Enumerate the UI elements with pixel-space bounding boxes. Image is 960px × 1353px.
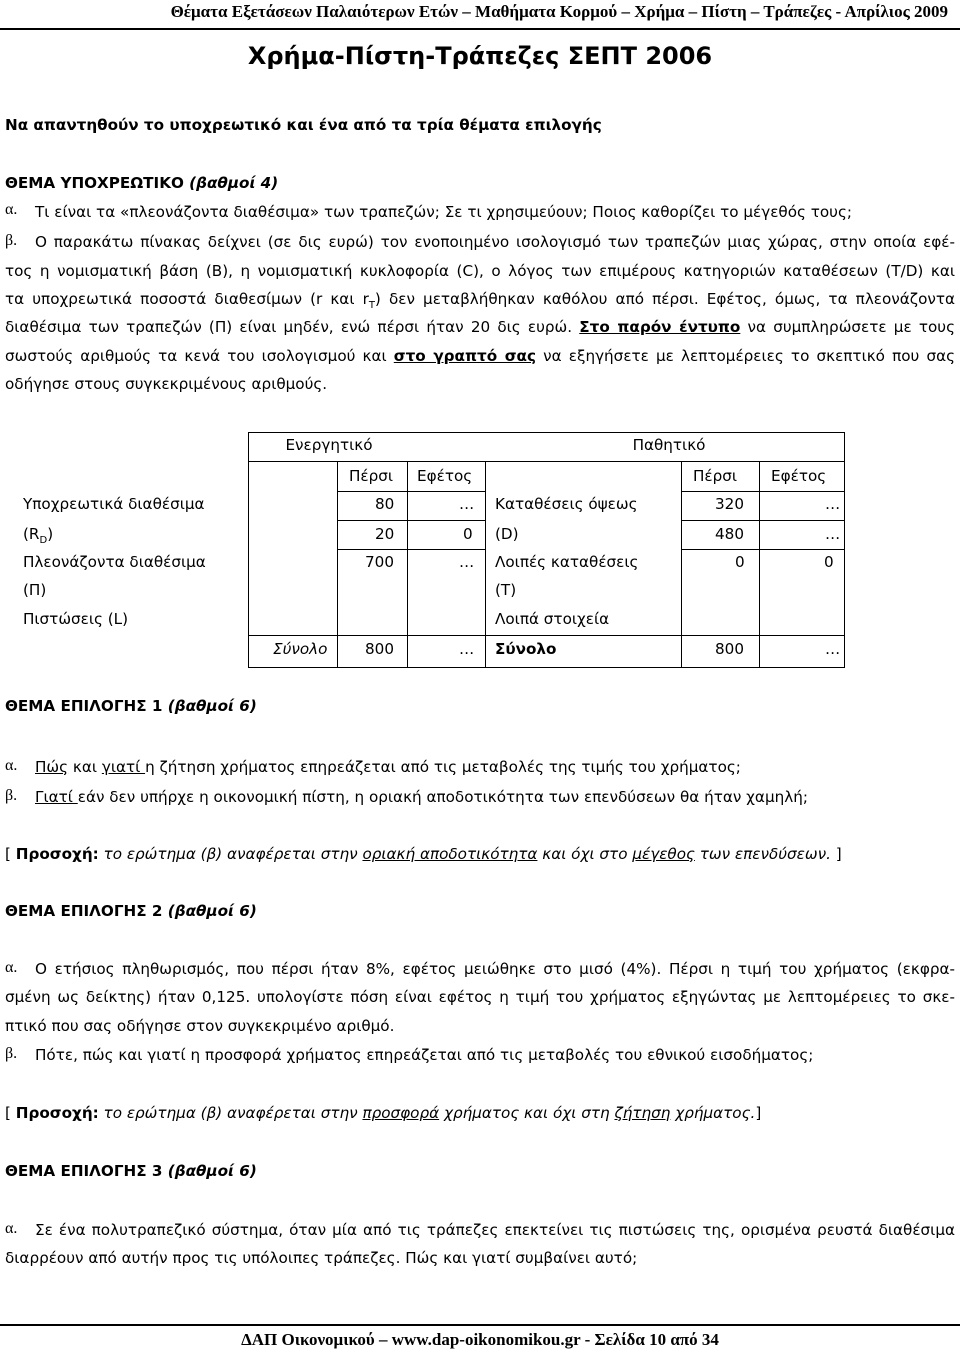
note-open: [ xyxy=(5,845,16,863)
asset-value: … xyxy=(459,553,475,571)
mandatory-heading-text: ΘΕΜΑ ΥΠΟΧΡΕΩΤΙΚΟ xyxy=(5,174,190,192)
assets-total-this: … xyxy=(459,640,475,658)
liability-value: 0 xyxy=(824,553,834,571)
header-rule xyxy=(0,28,960,30)
asset-value: 700 xyxy=(365,553,394,571)
b-line4-a: διαθέσιμα των τραπεζών (Π) είναι μηδέν, ενώ πέρσι ήταν 20 δις ευρώ. xyxy=(5,318,580,336)
choice2-a-line3: πτικό που σας οδήγησε στον συγκεκριμένο αριθμό. xyxy=(5,1017,395,1035)
asset-value: 20 xyxy=(375,525,395,543)
asset-label-sub: D xyxy=(39,535,48,547)
assets-total-label: Σύνολο xyxy=(273,640,328,658)
note-italic: το ερώτημα (β) αναφέρεται στην xyxy=(98,1104,363,1122)
col-header-last: Πέρσι xyxy=(693,467,738,485)
mandatory-b-line6: οδήγησε στους συγκεκριμένους αριθμούς. xyxy=(5,375,328,393)
assets-header: Ενεργητικό xyxy=(285,436,373,454)
liabilities-total-label: Σύνολο xyxy=(495,640,557,658)
mandatory-b-line3 xyxy=(5,290,955,311)
note-open: [ xyxy=(5,1104,16,1122)
liability-value: 480 xyxy=(715,525,744,543)
choice1-b-text xyxy=(35,788,808,806)
grid-line xyxy=(337,549,485,550)
choice2-heading-text: ΘΕΜΑ ΕΠΙΛΟΓΗΣ 2 xyxy=(5,902,168,920)
choice2-note xyxy=(5,1104,761,1122)
choice1-note xyxy=(5,845,842,863)
choice1-a-u2: γιατί xyxy=(101,758,146,776)
choice3-a-line2: διαρρέουν από αυτήν προς τις υπόλοιπες τράπεζες. Πώς και γιατί συμβαίνει αυτό; xyxy=(5,1249,638,1267)
mandatory-marks: (βαθμοί 4) xyxy=(189,174,279,192)
grid-line xyxy=(337,520,485,521)
choice1-a-mid: και xyxy=(68,758,102,776)
choice2-b-text: Πότε, πώς και γιατί η προσφορά χρήματος επηρεάζεται από τις μεταβολές του εθνικού εισοδήματος; xyxy=(35,1046,814,1064)
grid-line xyxy=(337,491,485,492)
choice1-heading xyxy=(5,697,257,715)
note-italic: χρήματος και όχι στη xyxy=(439,1104,615,1122)
mandatory-b-line5 xyxy=(5,347,955,365)
b-line3-sub: T xyxy=(368,300,375,312)
choice1-a-u1: Πώς xyxy=(35,758,69,776)
asset-label: Πιστώσεις (L) xyxy=(23,610,129,628)
asset-value: … xyxy=(459,495,475,513)
choice3-a-mark: α. xyxy=(5,1220,18,1237)
grid-line xyxy=(249,635,844,636)
asset-label xyxy=(23,525,53,546)
col-header-this: Εφέτος xyxy=(771,467,827,485)
document-title: Χρήμα-Πίστη-Τράπεζες ΣΕΠΤ 2006 xyxy=(247,42,713,70)
liability-value: … xyxy=(825,495,841,513)
b-line5-a: σωστούς αριθμούς τα κενά του ισολογισμού και xyxy=(5,347,394,365)
liability-value: 0 xyxy=(735,553,745,571)
mandatory-a-mark: α. xyxy=(5,201,18,218)
b-line3-b: ) δεν μεταβλήθηκαν καθόλου από πέρσι. Εφέτος, όμως, τα πλεονάζοντα xyxy=(374,290,955,308)
col-header-this: Εφέτος xyxy=(417,467,473,485)
b-line5-b: να εξηγήσετε με λεπτομέρειες το σκεπτικό που σας xyxy=(536,347,955,365)
instruction: Να απαντηθούν το υποχρεωτικό και ένα από τα τρία θέματα επιλογής xyxy=(5,116,602,134)
mandatory-b-line2: τος η νομισματική βάση (B), η νομισματική κυκλοφορία (C), ο λόγος των επιμέρους κατηγοριών καταθέσεων (T/D) και xyxy=(5,262,955,280)
note-italic: των επενδύσεων. xyxy=(694,845,831,863)
choice3-a-line1: Σε ένα πολυτραπεζικό σύστημα, όταν μία από τις τράπεζες επεκτείνει τις πιστώσεις της, ορισμένα ρευστά διαθέσιμα xyxy=(35,1221,955,1239)
grid-line xyxy=(681,491,844,492)
page-header: Θέματα Εξετάσεων Παλαιότερων Ετών – Μαθήματα Κορμού – Χρήμα – Πίστη – Τράπεζες - Απρίλιος 2009 xyxy=(170,2,948,21)
choice2-a-line1: Ο ετήσιος πληθωρισμός, που πέρσι ήταν 8%, εφέτος μειώθηκε στο μισό (4%). Πέρσι η τιμή του χρήματος (εκφρα- xyxy=(35,960,955,978)
note-close: ] xyxy=(830,845,842,863)
choice2-a-mark: α. xyxy=(5,959,18,976)
note-italic: και όχι στο xyxy=(537,845,633,863)
assets-total-last: 800 xyxy=(365,640,394,658)
liability-label: Λοιπές καταθέσεις xyxy=(495,553,639,571)
note-underline: προσφορά xyxy=(362,1104,440,1122)
liability-label: Καταθέσεις όψεως xyxy=(495,495,638,513)
note-italic: το ερώτημα (β) αναφέρεται στην xyxy=(98,845,363,863)
liability-label: Λοιπά στοιχεία xyxy=(495,610,610,628)
choice1-a-mark: α. xyxy=(5,757,18,774)
liabilities-header: Παθητικό xyxy=(632,436,706,454)
grid-line xyxy=(485,461,486,667)
asset-value: 80 xyxy=(375,495,395,513)
b-line4-bold: Στο παρόν έντυπο xyxy=(579,318,741,336)
mandatory-b-line1: Ο παρακάτω πίνακας δείχνει (σε δις ευρώ) τον ενοποιημένο ισολογισμό των τραπεζών μιας χώρας, στην οποία εφέ- xyxy=(35,233,955,251)
b-line3-a: τα υποχρεωτικά ποσοστά διαθεσίμων (r και r xyxy=(5,290,369,308)
note-underline: οριακή αποδοτικότητα xyxy=(362,845,538,863)
col-header-last: Πέρσι xyxy=(349,467,394,485)
grid-line xyxy=(249,461,844,462)
choice1-b-u1: Γιατί xyxy=(35,788,78,806)
note-bold: Προσοχή: xyxy=(15,845,99,863)
liabilities-total-last: 800 xyxy=(715,640,744,658)
mandatory-b-mark: β. xyxy=(5,232,18,249)
choice3-heading xyxy=(5,1162,257,1180)
grid-line xyxy=(681,549,844,550)
mandatory-b-line4 xyxy=(5,318,955,336)
b-line5-bold: στο γραπτό σας xyxy=(393,347,536,365)
page-footer: ΔΑΠ Οικονομικού – www.dap-oikonomikou.gr - Σελίδα 10 από 34 xyxy=(241,1330,719,1349)
asset-label-part: ) xyxy=(47,525,54,543)
liability-label: (T) xyxy=(495,581,517,599)
mandatory-a-text: Τι είναι τα «πλεονάζοντα διαθέσιμα» των τραπεζών; Σε τι χρησιμεύουν; Ποιος καθορίζει το μέγεθός τους; xyxy=(35,203,852,221)
liability-value: 320 xyxy=(715,495,744,513)
choice3-marks: (βαθμοί 6) xyxy=(167,1162,257,1180)
footer-rule xyxy=(0,1324,960,1326)
choice2-heading xyxy=(5,902,257,920)
liabilities-total-this: … xyxy=(825,640,841,658)
asset-label: Πλεονάζοντα διαθέσιμα xyxy=(23,553,206,571)
choice2-b-mark: β. xyxy=(5,1045,18,1062)
choice1-marks: (βαθμοί 6) xyxy=(167,697,257,715)
choice1-b-mark: β. xyxy=(5,787,18,804)
liability-value: … xyxy=(825,525,841,543)
liability-label: (D) xyxy=(495,525,519,543)
asset-label-part: (R xyxy=(23,525,40,543)
choice3-heading-text: ΘΕΜΑ ΕΠΙΛΟΓΗΣ 3 xyxy=(5,1162,168,1180)
asset-label: Υποχρεωτικά διαθέσιμα xyxy=(23,495,205,513)
choice2-a-line2: σμένη ως δείκτης) ήταν 0,125. υπολογίστε πόση είναι εφέτος η τιμή του χρήματος εξηγώντας με λεπτομέρειες το σκε- xyxy=(5,988,955,1006)
b-line4-b: να συμπληρώσετε με τους xyxy=(740,318,955,336)
choice2-marks: (βαθμοί 6) xyxy=(167,902,257,920)
mandatory-heading xyxy=(5,174,278,192)
choice1-b-rest: εάν δεν υπήρχε η οικονομική πίστη, η οριακή αποδοτικότητα των επενδύσεων θα ήταν χαμηλή; xyxy=(77,788,808,806)
note-close: ] xyxy=(755,1104,762,1122)
choice1-a-text xyxy=(35,758,741,776)
choice1-heading-text: ΘΕΜΑ ΕΠΙΛΟΓΗΣ 1 xyxy=(5,697,168,715)
note-italic: χρήματος. xyxy=(670,1104,756,1122)
note-bold: Προσοχή: xyxy=(15,1104,99,1122)
balance-sheet-table xyxy=(23,432,845,668)
note-underline: ζήτηση xyxy=(614,1104,671,1122)
note-underline: μέγεθος xyxy=(632,845,695,863)
choice1-a-rest: η ζήτηση χρήματος επηρεάζεται από τις μεταβολές της τιμής του χρήματος; xyxy=(145,758,741,776)
asset-label: (Π) xyxy=(23,581,47,599)
asset-value: 0 xyxy=(463,525,473,543)
grid-line xyxy=(681,520,844,521)
